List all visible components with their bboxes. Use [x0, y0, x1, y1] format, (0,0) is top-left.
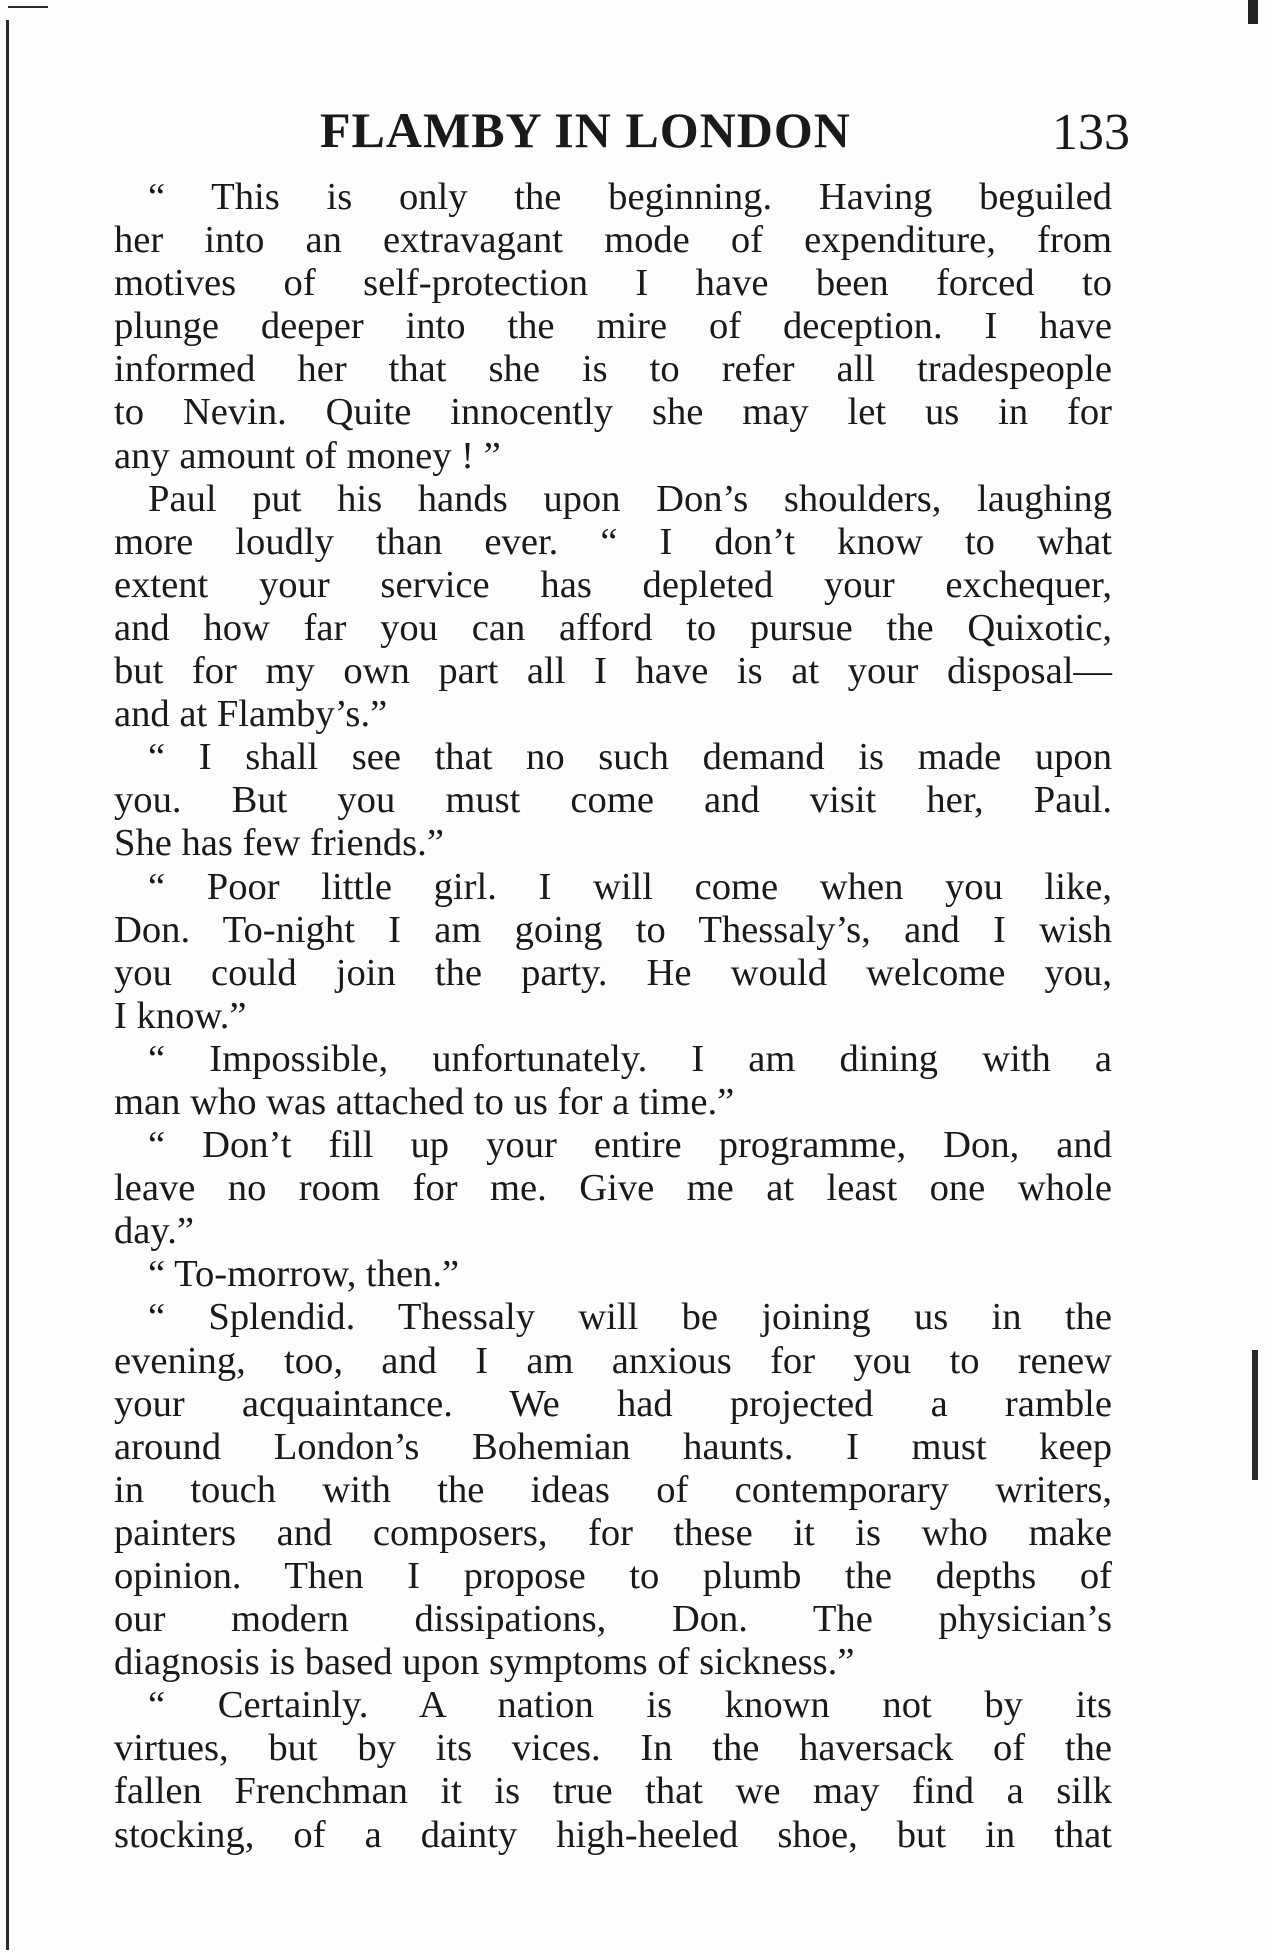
text-line: evening, too, and I am anxious for you to renew — [114, 1339, 1112, 1382]
text-line: She has few friends.” — [114, 822, 444, 865]
text-line: “ This is only the beginning. Having beguiled — [148, 176, 1112, 218]
text-line: informed her that she is to refer all tradespeople — [114, 348, 1112, 391]
text-line: your acquaintance. We had projected a ramble — [114, 1382, 1112, 1425]
text-line: Paul put his hands upon Don’s shoulders, laughing — [148, 477, 1112, 520]
text-line: opinion. Then I propose to plumb the depths of — [114, 1555, 1112, 1597]
text-line: to Nevin. Quite innocently she may let us in for — [114, 391, 1112, 434]
text-line: man who was attached to us for a time.” — [114, 1080, 735, 1123]
page-corner-mark — [8, 6, 48, 8]
text-line: you. But you must come and visit her, Paul. — [114, 779, 1112, 822]
body-text — [114, 176, 1112, 1857]
text-line: painters and composers, for these it is who make — [114, 1511, 1112, 1554]
page-right-edge-mark — [1252, 1350, 1258, 1480]
text-line: leave no room for me. Give me at least one whole — [114, 1167, 1112, 1210]
text-line: “ Impossible, unfortunately. I am dining with a — [148, 1037, 1112, 1080]
text-line: diagnosis is based upon symptoms of sickness.” — [114, 1641, 855, 1684]
text-line: “ To-morrow, then.” — [148, 1253, 460, 1296]
text-line: around London’s Bohemian haunts. I must keep — [114, 1425, 1112, 1468]
text-line: her into an extravagant mode of expenditure, from — [114, 219, 1112, 262]
text-line: fallen Frenchman it is true that we may find a silk — [114, 1770, 1112, 1813]
text-line: “ Poor little girl. I will come when you like, — [148, 865, 1112, 908]
text-line: I know.” — [114, 994, 247, 1037]
page-number: 133 — [1052, 104, 1130, 161]
text-line: Don. To-night I am going to Thessaly’s, and I wish — [114, 908, 1112, 951]
text-line: “ I shall see that no such demand is made upon — [148, 736, 1112, 779]
text-line: extent your service has depleted your exchequer, — [114, 563, 1112, 606]
text-line: but for my own part all I have is at your disposal— — [114, 650, 1112, 693]
page-header — [320, 95, 1130, 165]
text-line: day.” — [114, 1210, 194, 1253]
text-line: any amount of money ! ” — [114, 434, 501, 477]
text-line: “ Certainly. A nation is known not by its — [148, 1684, 1112, 1727]
text-line: “ Don’t fill up your entire programme, Don, and — [148, 1124, 1112, 1167]
text-line: and how far you can afford to pursue the Quixotic, — [114, 606, 1112, 649]
page-left-edge — [6, 20, 9, 1950]
text-line: in touch with the ideas of contemporary writers, — [114, 1468, 1112, 1511]
text-line: stocking, of a dainty high-heeled shoe, but in that — [114, 1813, 1112, 1856]
text-line: more loudly than ever. “ I don’t know to what — [114, 520, 1112, 563]
text-line: and at Flamby’s.” — [114, 693, 388, 736]
text-line: virtues, but by its vices. In the haversack of the — [114, 1727, 1112, 1770]
page-right-edge-mark — [1248, 0, 1258, 24]
text-line: our modern dissipations, Don. The physician’s — [114, 1598, 1112, 1641]
text-line: plunge deeper into the mire of deception. I have — [114, 305, 1112, 348]
text-line: “ Splendid. Thessaly will be joining us in the — [148, 1296, 1112, 1339]
text-line: motives of self-protection I have been forced to — [114, 262, 1112, 305]
text-line: you could join the party. He would welcome you, — [114, 951, 1112, 994]
running-title: FLAMBY IN LONDON — [320, 102, 851, 158]
